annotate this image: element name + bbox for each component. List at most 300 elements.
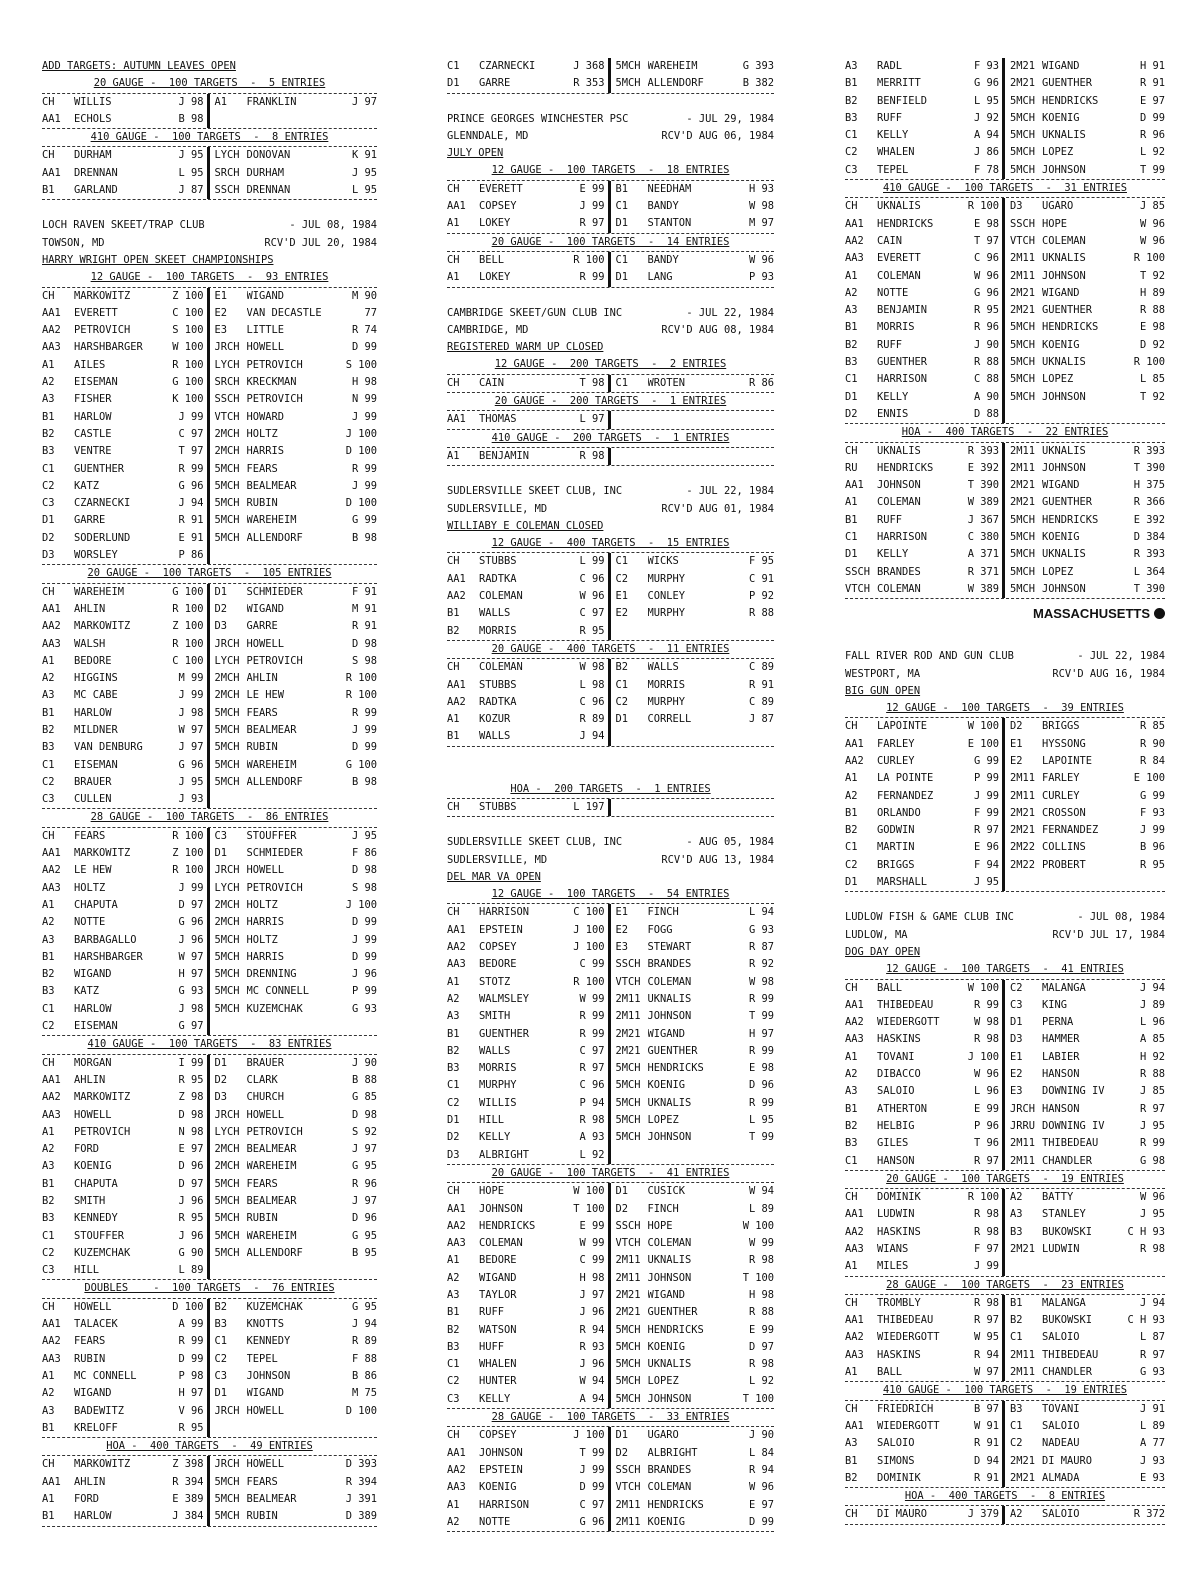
score: F 86	[351, 847, 377, 860]
class-code: B1	[845, 806, 858, 819]
shooter-name: HENDRICKS	[647, 1323, 704, 1336]
result-row	[845, 75, 1165, 92]
result-left	[845, 874, 1005, 891]
shooter-name: GUENTHER	[1042, 77, 1093, 90]
score: C 96	[579, 695, 605, 708]
class-code: A2	[845, 1068, 858, 1081]
shooter-name: VAN DECASTLE	[246, 306, 322, 319]
class-code: 2MCH	[214, 689, 240, 702]
class-code: D2	[214, 1073, 228, 1086]
class-code	[215, 1018, 247, 1035]
score: C 96	[579, 1079, 605, 1092]
class-code: B1	[447, 607, 460, 620]
class-code: E2	[615, 607, 629, 620]
score: R 98	[1139, 1243, 1165, 1255]
score: J 99	[178, 881, 204, 894]
result-row	[845, 1049, 1165, 1066]
class-code	[616, 1147, 648, 1164]
result-right	[210, 1141, 378, 1158]
result-right	[210, 547, 378, 564]
result-right	[1005, 494, 1165, 511]
shooter-name: THIBEDEAU	[877, 1314, 934, 1327]
result-left	[447, 588, 611, 605]
shooter-name: HASKINS	[877, 1033, 921, 1046]
score: J 384	[172, 1510, 204, 1523]
score: J 94	[178, 497, 204, 510]
result-right	[210, 774, 378, 791]
result-right	[1005, 406, 1165, 423]
result-row	[447, 1339, 774, 1356]
shooter-name: SIMONS	[877, 1454, 915, 1467]
result-row	[447, 991, 774, 1008]
club-header-right: - JUL 22, 1984	[686, 306, 774, 319]
class-code: CH	[447, 906, 460, 919]
result-row	[845, 1153, 1165, 1171]
result-row	[447, 677, 774, 694]
score: E 98	[973, 217, 999, 230]
result-left	[447, 571, 611, 588]
score: J 98	[178, 706, 204, 719]
class-code: AA3	[42, 1352, 61, 1365]
shooter-name	[648, 448, 775, 465]
result-right	[1005, 529, 1165, 546]
score: C 91	[748, 572, 774, 585]
shooter-name: MARKOWITZ	[74, 847, 131, 860]
class-code: 5MCH	[1010, 582, 1036, 595]
shooter-name: LOKEY	[479, 271, 511, 284]
score: E 99	[579, 182, 605, 195]
shooter-name: AHLIN	[74, 602, 106, 615]
club-header-line	[447, 111, 774, 128]
result-row	[845, 354, 1165, 371]
score: R 97	[1139, 1348, 1165, 1361]
class-code: D1	[615, 217, 629, 230]
result-row	[845, 1031, 1165, 1048]
score: J 96	[178, 1195, 204, 1207]
class-code: B2	[447, 1044, 460, 1057]
shooter-name: EISEMAN	[74, 1020, 118, 1033]
shooter-name: KATZ	[74, 479, 100, 492]
shooter-name: UGARO	[1042, 200, 1074, 213]
class-code: 5MCH	[1010, 146, 1036, 159]
result-right	[611, 448, 775, 465]
result-right	[1005, 1364, 1165, 1381]
class-code: E2	[214, 306, 228, 319]
shooter-name: HARRISON	[877, 373, 928, 386]
class-code: D2	[447, 1131, 460, 1144]
score: G 90	[178, 1246, 204, 1259]
class-code: D1	[615, 1185, 629, 1198]
class-code: 2M21	[615, 1027, 641, 1040]
class-code: 5MCH	[615, 1375, 641, 1388]
class-code: CH	[447, 1185, 460, 1198]
class-code: 5MCH	[214, 479, 240, 492]
class-code: AA2	[447, 590, 466, 603]
score: R 98	[973, 1033, 999, 1046]
club-header-line	[447, 852, 774, 869]
shooter-name: LUDWIN	[1042, 1243, 1080, 1255]
class-code: A2	[42, 1143, 55, 1156]
shooter-name: JOHNSON	[479, 1202, 523, 1215]
class-code: 5MCH	[214, 706, 240, 719]
result-right	[210, 1107, 378, 1124]
score: D 99	[1139, 111, 1165, 124]
shooter-name: HOWELL	[74, 1108, 112, 1121]
shooter-name: JOHNSON	[246, 1369, 291, 1382]
result-left	[42, 1508, 210, 1525]
score: S 92	[351, 1125, 377, 1138]
shooter-name: WIGAND	[74, 968, 112, 981]
shooter-name: MURPHY	[647, 572, 686, 585]
class-code: A1	[845, 269, 858, 282]
class-code: B2	[214, 1300, 228, 1313]
result-right	[1005, 216, 1165, 233]
shooter-name: RADTKA	[479, 572, 517, 585]
class-code: JRCH	[214, 1108, 240, 1121]
shooter-name: TOVANI	[877, 1050, 915, 1063]
shooter-name: WIGAND	[1042, 286, 1080, 299]
score: G 99	[351, 514, 377, 527]
club-header-right: - JUL 08, 1984	[1077, 911, 1165, 924]
shooter-name: HARRISON	[479, 1498, 530, 1511]
club-header-right: - AUG 05, 1984	[686, 836, 774, 849]
score: R 95	[579, 624, 605, 637]
result-left	[845, 512, 1005, 529]
result-row	[42, 1072, 377, 1089]
score: R 88	[1139, 304, 1165, 317]
class-code: 5MCH	[1010, 321, 1036, 334]
result-right	[611, 956, 775, 973]
result-right	[1005, 512, 1165, 529]
score: A 77	[1139, 1437, 1165, 1450]
class-code: B3	[42, 1212, 55, 1225]
club-block	[845, 58, 1165, 599]
event-heading: 12 GAUGE - 100 TARGETS - 18 ENTRIES	[447, 162, 774, 180]
score: D 98	[178, 1108, 204, 1121]
shooter-name	[648, 728, 775, 745]
score: R 98	[748, 1358, 774, 1371]
score: R 95	[178, 1212, 204, 1225]
class-code: 5MCH	[1010, 129, 1036, 142]
result-right	[210, 1193, 378, 1210]
class-code: B3	[845, 111, 858, 124]
result-right	[210, 1018, 378, 1035]
class-code: 2M21	[615, 1306, 641, 1319]
shooter-name: KUZEMCHAK	[246, 1300, 303, 1313]
score: R 93	[579, 1340, 605, 1353]
score: R 100	[172, 637, 204, 650]
shooter-name: HENDRICKS	[1042, 321, 1099, 334]
result-right	[611, 75, 775, 92]
shooter-name	[648, 1147, 775, 1164]
result-left	[845, 839, 1005, 856]
score: T 97	[178, 445, 204, 458]
shooter-name: WALMSLEY	[479, 992, 530, 1005]
result-right	[210, 1368, 378, 1385]
result-left	[42, 1124, 210, 1141]
score: M 99	[178, 672, 204, 685]
score: H 97	[748, 1027, 774, 1040]
class-code: 2M11	[1010, 1366, 1036, 1379]
result-left	[42, 774, 210, 791]
shooter-name: WIGAND	[246, 1387, 285, 1400]
result-left	[447, 939, 611, 956]
shooter-name: CULLEN	[74, 793, 112, 806]
result-left	[42, 1176, 210, 1193]
score: J 99	[973, 789, 999, 802]
shoot-title: REGISTERED WARM UP CLOSED	[447, 341, 604, 354]
class-code: CH	[42, 1056, 55, 1069]
score: B 98	[351, 531, 377, 544]
score: T 390	[1133, 461, 1165, 474]
shooter-name: PETROVICH	[246, 881, 303, 894]
result-row	[42, 774, 377, 791]
class-code: A1	[845, 1366, 858, 1379]
result-row	[42, 409, 377, 426]
result-left	[447, 58, 611, 75]
result-right	[611, 1043, 775, 1060]
score: I 99	[178, 1056, 204, 1069]
result-row	[42, 1176, 377, 1193]
score: R 99	[178, 1335, 204, 1348]
score: T 99	[1139, 163, 1165, 176]
result-row	[845, 770, 1165, 787]
score: T 98	[579, 376, 605, 389]
result-row	[845, 250, 1165, 267]
score: W 100	[573, 1185, 605, 1198]
shooter-name: HARRIS	[246, 916, 285, 929]
shooter-name: SMITH	[74, 1195, 106, 1207]
result-right	[1005, 1470, 1165, 1487]
result-row	[42, 914, 377, 931]
class-code: B2	[845, 1119, 858, 1132]
result-row	[42, 147, 377, 164]
class-code: B2	[42, 968, 55, 981]
result-left	[447, 728, 611, 745]
shooter-name: HOWELL	[246, 864, 285, 877]
class-code: 2M21	[1010, 806, 1036, 819]
score: R 100	[172, 829, 204, 842]
club-block	[447, 466, 774, 817]
spacer	[845, 892, 1165, 909]
result-right	[611, 1147, 775, 1164]
score: R 74	[351, 324, 377, 337]
class-code	[616, 623, 648, 640]
result-row	[845, 1014, 1165, 1031]
score: 77	[364, 306, 377, 319]
shooter-name: UKNALIS	[647, 992, 692, 1005]
class-code: 2MCH	[214, 898, 240, 911]
score: R 95	[1139, 858, 1165, 871]
class-code: 5MCH	[1010, 548, 1036, 561]
club-header-right: RCV'D AUG 06, 1984	[661, 129, 774, 142]
score: C 99	[579, 1254, 605, 1267]
result-row	[845, 581, 1165, 599]
score: S 100	[172, 324, 204, 337]
shooter-name: JOHNSON	[647, 1271, 692, 1284]
shooter-name: PERNA	[1042, 1016, 1074, 1029]
class-code: C2	[845, 146, 858, 159]
shooter-name: COLEMAN	[1042, 234, 1086, 247]
shooter-name: HOPE	[647, 1219, 673, 1232]
result-row	[845, 1453, 1165, 1470]
class-code: 2M11	[615, 1254, 641, 1267]
shooter-name: COPSEY	[479, 1429, 517, 1442]
score: D 99	[178, 1352, 204, 1365]
score: R 100	[967, 1191, 999, 1204]
score: J 99	[579, 1463, 605, 1476]
score: B 97	[973, 1402, 999, 1415]
score: J 368	[573, 60, 605, 72]
shooter-name: HOWELL	[74, 1300, 112, 1313]
class-code: D1	[845, 876, 858, 889]
shooter-name: NADEAU	[1042, 1437, 1080, 1450]
shooter-name: EVERETT	[877, 252, 921, 265]
result-row	[42, 739, 377, 756]
class-code: JRCH	[214, 1458, 240, 1471]
score: J 93	[1139, 1454, 1165, 1467]
class-code: B2	[1010, 1314, 1023, 1327]
class-code: B3	[447, 1340, 460, 1353]
result-right	[210, 443, 378, 460]
result-left	[845, 144, 1005, 161]
result-right	[210, 983, 378, 1000]
event-heading: 20 GAUGE - 100 TARGETS - 5 ENTRIES	[42, 75, 377, 93]
result-left	[447, 1218, 611, 1235]
score: W 96	[973, 1068, 999, 1081]
result-row	[42, 880, 377, 897]
score: G 93	[178, 985, 204, 998]
class-code: C1	[615, 678, 629, 691]
shooter-name: WIGAND	[74, 1387, 112, 1400]
result-right	[210, 722, 378, 739]
class-code: C3	[42, 793, 55, 806]
class-code: A3	[845, 1437, 858, 1450]
shooter-name: TEPEL	[246, 1352, 278, 1365]
club-header-left: CAMBRIDGE, MD	[447, 323, 529, 336]
shoot-title: DEL MAR VA OPEN	[447, 870, 541, 883]
score: W 97	[178, 723, 204, 736]
shooter-name: HOWELL	[246, 637, 285, 650]
class-code: B3	[845, 356, 858, 369]
result-left	[447, 1201, 611, 1218]
class-code: CH	[42, 289, 55, 302]
result-row	[42, 426, 377, 443]
score: H 93	[748, 182, 774, 195]
class-code	[215, 1420, 247, 1437]
result-right	[1005, 460, 1165, 477]
score: L 84	[748, 1446, 774, 1459]
result-right	[210, 111, 378, 128]
shooter-name: BRIGGS	[1042, 720, 1080, 733]
result-left	[447, 1026, 611, 1043]
shooter-name: CONLEY	[647, 590, 686, 603]
shooter-name: SCHMIEDER	[246, 847, 303, 860]
class-code: VTCH	[615, 975, 641, 988]
score: J 85	[1139, 1085, 1165, 1098]
class-code: LYCH	[214, 358, 240, 371]
result-left	[42, 1420, 210, 1437]
score: J 96	[178, 933, 204, 946]
result-row	[845, 58, 1165, 75]
result-row	[42, 1420, 377, 1438]
class-code: AA3	[447, 958, 466, 971]
shooter-name: LANG	[647, 271, 673, 284]
shooter-name: FRANKLIN	[246, 95, 297, 108]
class-code: SSCH	[214, 184, 240, 197]
event-heading: 20 GAUGE - 100 TARGETS - 105 ENTRIES	[42, 565, 377, 583]
result-row	[447, 1077, 774, 1094]
class-code: AA1	[845, 1208, 864, 1221]
shooter-name: WILLIS	[74, 95, 112, 108]
score: E 389	[172, 1493, 204, 1506]
score: R 100	[172, 602, 204, 615]
result-row	[447, 1026, 774, 1043]
class-code: 5MCH	[214, 775, 240, 788]
score: A 94	[579, 1392, 605, 1405]
result-left	[42, 914, 210, 931]
class-code: AA1	[42, 306, 61, 319]
shooter-name: DRENNING	[246, 968, 297, 981]
shooter-name: DOMINIK	[877, 1471, 921, 1484]
result-row	[447, 215, 774, 233]
result-right	[1005, 857, 1165, 874]
result-left	[845, 1189, 1005, 1206]
shooter-name: WIANS	[877, 1243, 909, 1255]
shooter-name: NEEDHAM	[647, 182, 692, 195]
shooter-name: HANSON	[1042, 1102, 1080, 1115]
class-code: AA1	[845, 217, 864, 230]
result-row	[42, 339, 377, 356]
class-code: B1	[845, 77, 858, 90]
class-code: AA1	[42, 602, 61, 615]
class-code: E1	[214, 289, 228, 302]
class-code: AA1	[42, 1475, 61, 1488]
shooter-name: KUZEMCHAK	[246, 1002, 303, 1015]
result-left	[845, 110, 1005, 127]
result-right	[210, 1333, 378, 1350]
score: J 90	[973, 338, 999, 351]
class-code: D1	[214, 1387, 228, 1400]
class-code: E2	[1010, 1068, 1023, 1081]
result-left	[42, 618, 210, 635]
shooter-name: WICKS	[647, 555, 679, 568]
class-code: 2M21	[1010, 496, 1036, 509]
result-left	[42, 670, 210, 687]
result-right	[210, 288, 378, 305]
shooter-name: NOTTE	[479, 1515, 511, 1528]
club-header-line	[42, 235, 377, 252]
result-left	[845, 1312, 1005, 1329]
result-left	[42, 757, 210, 774]
score: R 371	[967, 565, 999, 578]
score: A 90	[973, 390, 999, 403]
shooter-name: LOPEZ	[647, 1375, 679, 1388]
result-right	[210, 687, 378, 704]
result-row	[447, 1427, 774, 1444]
shooter-name: LAPOINTE	[1042, 754, 1093, 767]
result-left	[42, 495, 210, 512]
score: J 100	[573, 1429, 605, 1442]
score: C 89	[748, 695, 774, 708]
score: C H 93	[1127, 1225, 1165, 1238]
result-row	[42, 845, 377, 862]
shooter-name: BEDORE	[479, 958, 517, 971]
result-left	[845, 1506, 1005, 1523]
score: R 99	[351, 706, 377, 719]
shooter-name	[1042, 1258, 1165, 1275]
result-left	[42, 1158, 210, 1175]
